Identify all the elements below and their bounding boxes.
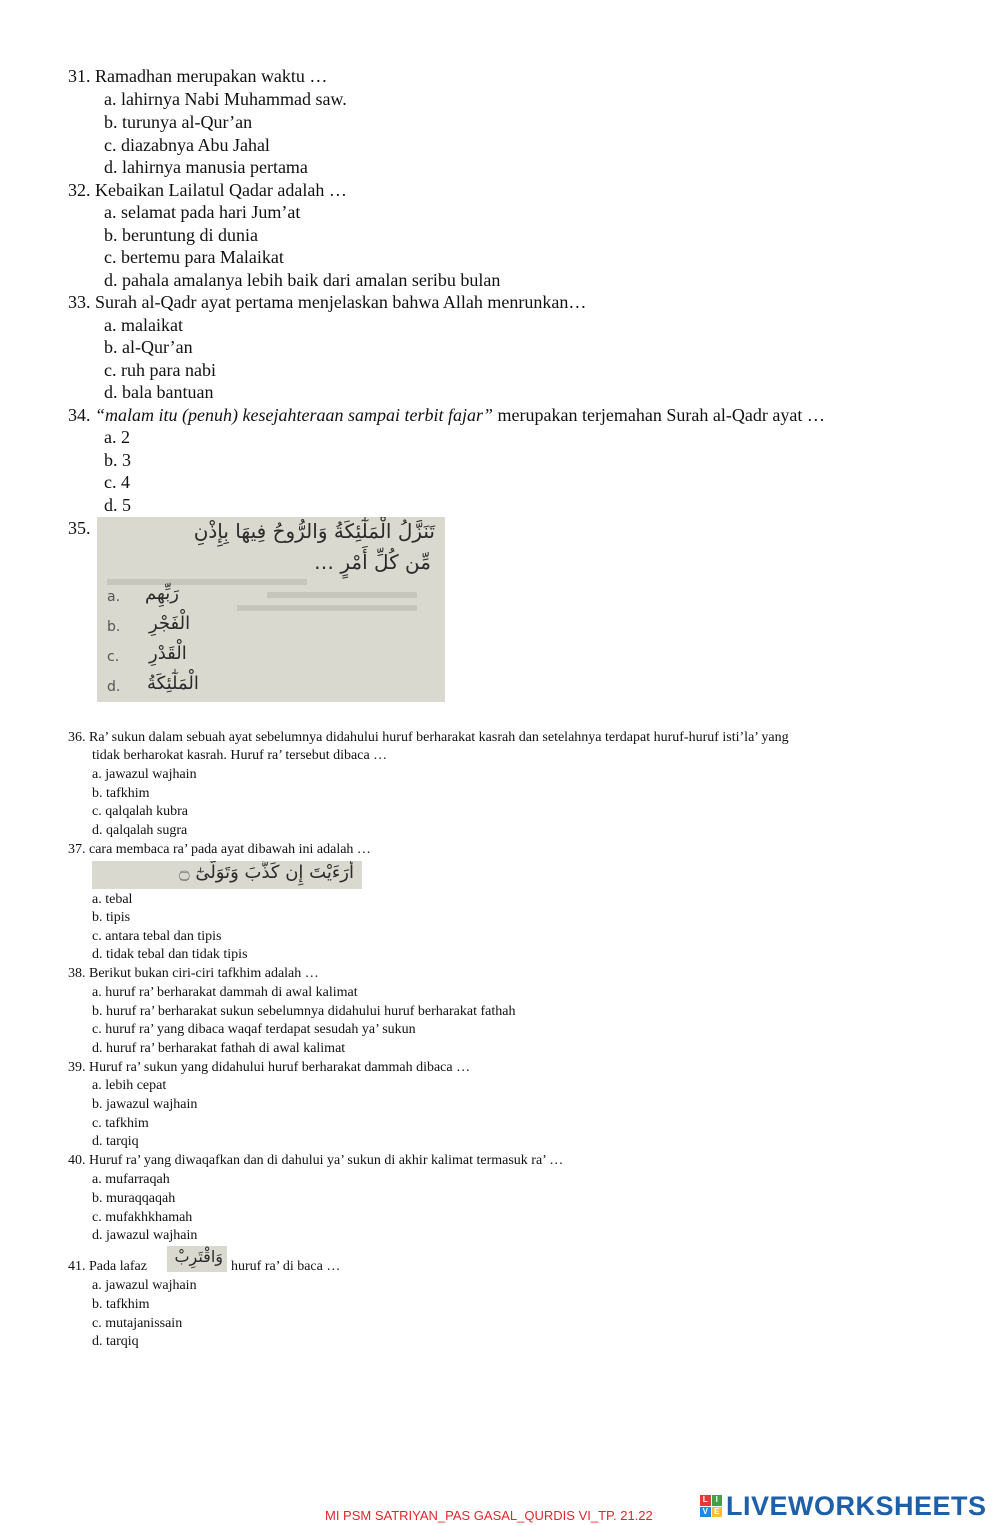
q35-verse-line-2: مِّن كُلِّ أَمْرٍ … [314, 550, 431, 574]
q38-option-d[interactable]: d. huruf ra’ berharakat fathah di awal kalimat [92, 1041, 346, 1056]
q39-option-b[interactable]: b. jawazul wajhain [92, 1097, 198, 1112]
liveworksheets-logo-icon [700, 1495, 722, 1517]
q39-option-c[interactable]: c. tafkhim [92, 1116, 149, 1131]
question-40: 40. Huruf ra’ yang diwaqafkan dan di dahului ya’ sukun di akhir kalimat termasuk ra’ … [68, 1153, 564, 1168]
q31-option-b[interactable]: b. turunya al-Qur’an [104, 112, 253, 132]
scan-noise [107, 579, 307, 585]
q34-option-c[interactable]: c. 4 [104, 472, 130, 492]
q31-option-d[interactable]: d. lahirnya manusia pertama [104, 157, 308, 177]
q35-scanned-image [97, 517, 445, 702]
q33-option-c[interactable]: c. ruh para nabi [104, 360, 216, 380]
q34-number: 34. [68, 405, 95, 425]
q41-option-a[interactable]: a. jawazul wajhain [92, 1278, 197, 1293]
q31-option-c[interactable]: c. diazabnya Abu Jahal [104, 135, 270, 155]
q32-option-c[interactable]: c. bertemu para Malaikat [104, 247, 284, 267]
q39-option-d[interactable]: d. tarqiq [92, 1134, 139, 1149]
q35-option-label-d: d. [107, 679, 121, 695]
question-34 [68, 405, 825, 426]
q32-option-b[interactable]: b. beruntung di dunia [104, 225, 258, 245]
q39-option-a[interactable]: a. lebih cepat [92, 1078, 167, 1093]
q41-option-d[interactable]: d. tarqiq [92, 1334, 139, 1349]
q37-verse-image [92, 861, 362, 889]
footer-school-label: MI PSM SATRIYAN_PAS GASAL_QURDIS VI_TP. 21.22 [325, 1508, 653, 1523]
q35-option-a[interactable]: رَبِّهِم [145, 583, 179, 604]
q36-option-b[interactable]: b. tafkhim [92, 786, 150, 801]
q32-option-a[interactable]: a. selamat pada hari Jum’at [104, 202, 301, 222]
q37-option-a[interactable]: a. tebal [92, 892, 133, 907]
q34-option-b[interactable]: b. 3 [104, 450, 131, 470]
q35-option-d[interactable]: الْمَلٰٓئِكَةُ [147, 673, 199, 694]
q35-option-c[interactable]: الْقَدْرِ [149, 643, 187, 664]
question-36-line-2: tidak berharokat kasrah. Huruf ra’ tersebut dibaca … [92, 748, 388, 763]
q38-option-c[interactable]: c. huruf ra’ yang dibaca waqaf terdapat sesudah ya’ sukun [92, 1022, 416, 1037]
q37-verse: أَرَءَيْتَ إِن كَذَّبَ وَتَوَلَّىٰٓ ۝ [179, 862, 354, 883]
question-33: 33. Surah al-Qadr ayat pertama menjelaskan bahwa Allah menrunkan… [68, 292, 587, 312]
scan-noise [237, 605, 417, 611]
question-32: 32. Kebaikan Lailatul Qadar adalah … [68, 180, 347, 200]
q40-option-a[interactable]: a. mufarraqah [92, 1172, 170, 1187]
q33-option-a[interactable]: a. malaikat [104, 315, 183, 335]
q40-option-b[interactable]: b. muraqqaqah [92, 1191, 176, 1206]
question-31: 31. Ramadhan merupakan waktu … [68, 66, 328, 86]
question-39: 39. Huruf ra’ sukun yang didahului huruf berharakat dammah dibaca … [68, 1060, 471, 1075]
question-36-line-1: 36. Ra’ sukun dalam sebuah ayat sebelumnya didahului huruf berharakat kasrah dan setelahnya terdapat huruf-huruf isti’la’ yang [68, 730, 789, 745]
q37-option-c[interactable]: c. antara tebal dan tipis [92, 929, 222, 944]
q41-option-c[interactable]: c. mutajanissain [92, 1316, 183, 1331]
q38-option-b[interactable]: b. huruf ra’ berharakat sukun sebelumnya didahului huruf berharakat fathah [92, 1004, 516, 1019]
q34-quote: “malam itu (penuh) kesejahteraan sampai terbit fajar” [95, 405, 493, 425]
q40-option-c[interactable]: c. mufakhkhamah [92, 1210, 193, 1225]
q31-option-a[interactable]: a. lahirnya Nabi Muhammad saw. [104, 89, 347, 109]
liveworksheets-logo-text: LIVEWORKSHEETS [726, 1490, 987, 1521]
q41-option-b[interactable]: b. tafkhim [92, 1297, 150, 1312]
question-37: 37. cara membaca ra’ pada ayat dibawah ini adalah … [68, 842, 371, 857]
q36-option-d[interactable]: d. qalqalah sugra [92, 823, 188, 838]
q36-option-c[interactable]: c. qalqalah kubra [92, 804, 189, 819]
q40-option-d[interactable]: d. jawazul wajhain [92, 1228, 198, 1243]
logo-square-v: V [700, 1507, 711, 1518]
q37-option-b[interactable]: b. tipis [92, 910, 131, 925]
q35-option-label-a: a. [107, 589, 121, 605]
question-38: 38. Berikut bukan ciri-ciri tafkhim adalah … [68, 966, 319, 981]
q32-option-d[interactable]: d. pahala amalanya lebih baik dari amalan seribu bulan [104, 270, 501, 290]
question-35-number: 35. [68, 518, 91, 538]
logo-square-i: I [712, 1495, 723, 1506]
question-41-suffix: huruf ra’ di baca … [231, 1259, 341, 1274]
q33-option-b[interactable]: b. al-Qur’an [104, 337, 193, 357]
q33-option-d[interactable]: d. bala bantuan [104, 382, 214, 402]
q34-stem-rest: merupakan terjemahan Surah al-Qadr ayat … [492, 405, 825, 425]
q35-verse-line-1: تَنَزَّلُ الْمَلٰٓئِكَةُ وَالرُّوحُ فِيهَا بِإِذْنِ [193, 519, 435, 543]
q35-option-label-c: c. [107, 649, 120, 665]
q34-option-d[interactable]: d. 5 [104, 495, 131, 515]
q41-word: وَاقْتَرِبْ [174, 1247, 223, 1266]
q38-option-a[interactable]: a. huruf ra’ berharakat dammah di awal kalimat [92, 985, 358, 1000]
q34-option-a[interactable]: a. 2 [104, 427, 130, 447]
liveworksheets-logo[interactable] [700, 1490, 987, 1522]
question-41-prefix: 41. Pada lafaz [68, 1259, 147, 1274]
scan-noise [267, 592, 417, 598]
logo-square-e: E [712, 1507, 723, 1518]
logo-square-l: L [700, 1495, 711, 1506]
q37-option-d[interactable]: d. tidak tebal dan tidak tipis [92, 947, 248, 962]
q41-word-image [167, 1246, 227, 1272]
q35-option-b[interactable]: الْفَجْرِ [149, 613, 191, 634]
q36-option-a[interactable]: a. jawazul wajhain [92, 767, 197, 782]
q35-option-label-b: b. [107, 619, 121, 635]
